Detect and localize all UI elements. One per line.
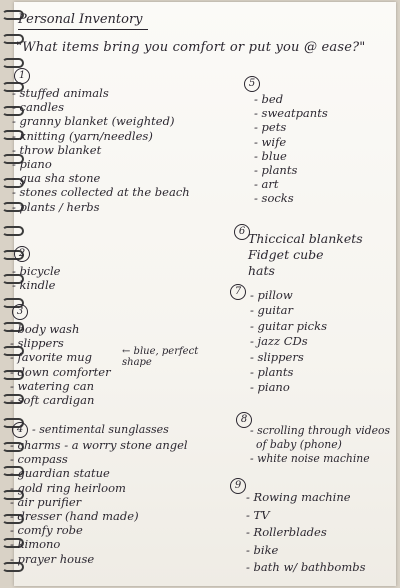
list-item: - bed: [254, 92, 284, 106]
list-item: - granny blanket (weighted): [12, 114, 175, 129]
list-item: - dresser (hand made): [10, 508, 139, 523]
list-item: - comfy robe: [10, 523, 83, 538]
section-2-list: [12, 264, 60, 292]
list-item: - Rowing machine: [246, 490, 351, 504]
section-number-2: 2: [14, 246, 30, 262]
list-item: - scrolling through videos: [250, 424, 391, 437]
list-item: - piano: [250, 380, 290, 395]
list-item: - stuffed animals: [12, 86, 109, 100]
section-number-6: 6: [234, 224, 250, 240]
section-8-list: [250, 424, 390, 467]
list-item: hats: [248, 263, 275, 278]
list-item: - body wash: [10, 322, 80, 336]
list-item: - TV: [246, 507, 270, 522]
list-item: - pillow: [250, 288, 293, 302]
list-item: Thiccical blankets: [248, 231, 363, 246]
list-item: - soft cardigan: [10, 392, 95, 407]
list-item: - socks: [254, 191, 294, 206]
section-4-list: [10, 438, 188, 566]
list-item: - pets: [254, 120, 287, 135]
list-item: - white noise machine: [250, 452, 370, 466]
list-item: - bike: [246, 542, 279, 557]
list-item: - sentimental sunglasses: [32, 423, 169, 436]
list-item: - sweatpants: [254, 106, 328, 121]
section-number-1: 1: [14, 68, 30, 84]
list-item: - slippers: [10, 336, 64, 351]
list-item: - blue: [254, 148, 287, 163]
section-6-list: [248, 232, 363, 280]
section-5-list: [254, 92, 328, 206]
list-item: Fidget cube: [248, 247, 324, 262]
list-item: - art: [254, 177, 279, 192]
list-item: - plants: [250, 364, 294, 379]
list-item: - favorite mug: [10, 350, 93, 365]
list-item: - down comforter: [10, 364, 111, 379]
list-item: - throw blanket: [12, 142, 102, 157]
list-item: - kimono: [10, 537, 61, 552]
list-item: - bicycle: [12, 264, 61, 278]
list-item: - Rollerblades: [246, 525, 327, 539]
list-item: - charms - a worry stone angel: [10, 438, 188, 452]
section-7-list: [250, 288, 327, 396]
mug-note: ← blue, perfect shape: [122, 346, 199, 368]
title-underline: [18, 29, 148, 30]
list-item: - plants: [254, 162, 298, 177]
section-number-7: 7: [230, 284, 246, 300]
section-number-4: 4: [12, 422, 28, 438]
section-3-list: [10, 322, 111, 407]
list-item: - air purifier: [10, 494, 82, 509]
list-item: - candles: [12, 100, 64, 115]
list-item: - guardian statue: [10, 466, 110, 481]
list-item: - kindle: [12, 278, 56, 293]
list-item: - knitting (yarn/needles): [12, 128, 153, 143]
section-number-9: 9: [230, 478, 246, 494]
list-item: - guitar picks: [250, 318, 327, 333]
list-item: - watering can: [10, 378, 94, 393]
section-9-list: [246, 490, 366, 578]
section-number-5: 5: [244, 76, 260, 92]
prompt-question: "What items bring you comfort or put you @ ease?": [16, 40, 366, 55]
list-item: of baby (phone): [256, 438, 342, 452]
list-item: - slippers: [250, 349, 304, 364]
section-number-8: 8: [236, 412, 252, 428]
list-item: - prayer house: [10, 551, 95, 566]
list-item: - gold ring heirloom: [10, 480, 126, 495]
page-title: Personal Inventory: [18, 12, 143, 27]
list-item: - wife: [254, 134, 287, 149]
list-item: - compass: [10, 452, 68, 467]
section-1-list: [12, 86, 190, 214]
list-item: - jazz CDs: [250, 334, 308, 349]
list-item: - guitar: [250, 303, 293, 318]
list-item: - stones collected at the beach: [12, 185, 190, 200]
section-number-3: 3: [12, 304, 28, 320]
list-item: - gua sha stone: [12, 171, 101, 186]
list-item: - piano: [12, 156, 52, 171]
list-item: - bath w/ bathbombs: [246, 560, 366, 574]
list-item: - plants / herbs: [12, 199, 100, 214]
